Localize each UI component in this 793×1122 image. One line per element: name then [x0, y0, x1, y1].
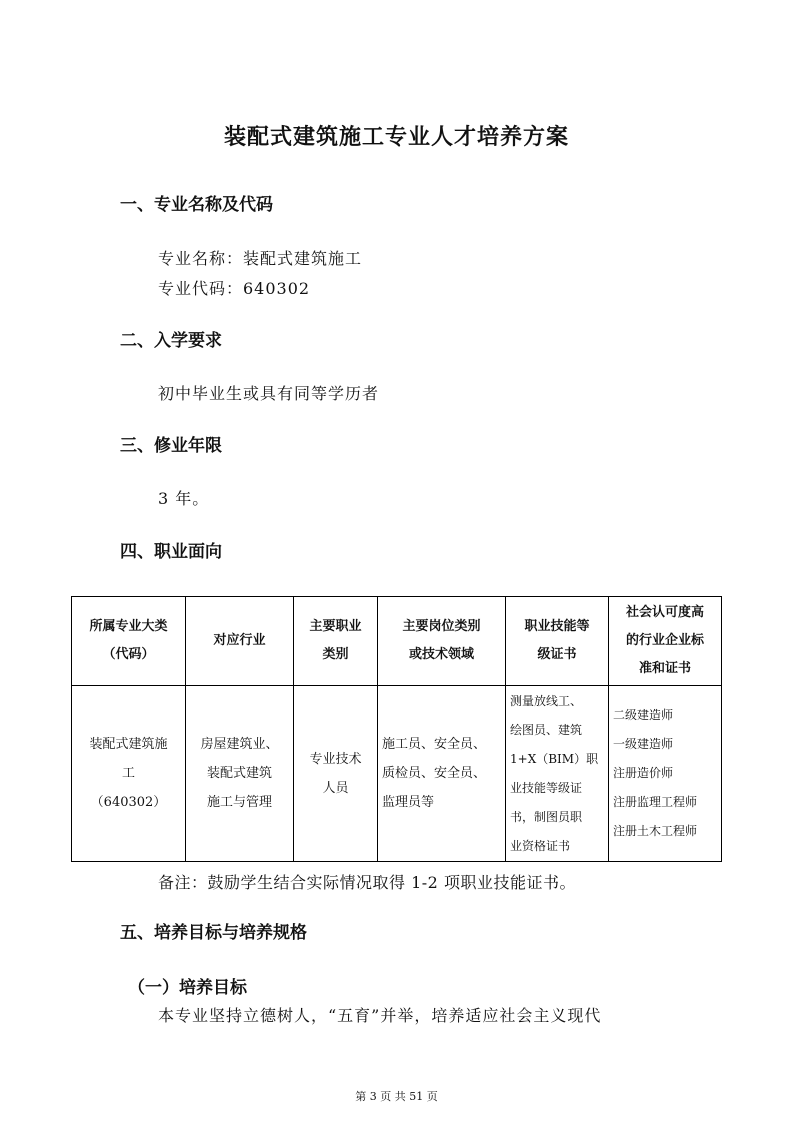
table-header-cell: 社会认可度高 的行业企业标 准和证书 — [609, 597, 722, 686]
section-5-heading: 五、培养目标与培养规格 — [120, 923, 307, 943]
duration-text: 3 年。 — [158, 489, 210, 508]
table-cell-occupation: 专业技术 人员 — [294, 686, 378, 862]
table-cell-skill-certificates: 测量放线工、 绘图员、建筑 1+X（BIM）职 业技能等级证 书，制图员职 业资格证书 — [506, 686, 609, 862]
admission-text: 初中毕业生或具有同等学历者 — [158, 384, 380, 403]
table-header-cell: 主要岗位类别 或技术领域 — [378, 597, 506, 686]
table-header-cell: 所属专业大类 （代码） — [72, 597, 186, 686]
objective-text: 本专业坚持立德树人，“五育”并举，培养适应社会主义现代 — [158, 1006, 602, 1025]
section-2-heading: 二、入学要求 — [120, 331, 222, 351]
page-title: 装配式建筑施工专业人才培养方案 — [223, 125, 569, 150]
occupation-table — [71, 596, 722, 862]
page-footer: 第 3 页 共 51 页 — [355, 1090, 438, 1103]
table-cell-major: 装配式建筑施 工 （640302） — [72, 686, 186, 862]
table-cell-industry: 房屋建筑业、 装配式建筑 施工与管理 — [186, 686, 294, 862]
table-header-cell: 主要职业 类别 — [294, 597, 378, 686]
table-note: 备注：鼓励学生结合实际情况取得 1-2 项职业技能证书。 — [158, 873, 576, 892]
table-cell-positions: 施工员、安全员、 质检员、安全员、 监理员等 — [378, 686, 506, 862]
major-code-line: 专业代码：640302 — [158, 279, 311, 298]
subsection-heading: （一）培养目标 — [128, 978, 247, 998]
table-header-row — [72, 597, 722, 686]
major-name-line: 专业名称：装配式建筑施工 — [158, 249, 363, 268]
section-4-heading: 四、职业面向 — [120, 542, 222, 562]
table-cell-industry-certificates: 二级建造师 一级建造师 注册造价师 注册监理工程师 注册土木工程师 — [609, 686, 722, 862]
table-header-cell: 对应行业 — [186, 597, 294, 686]
table-header-cell: 职业技能等 级证书 — [506, 597, 609, 686]
section-1-heading: 一、专业名称及代码 — [120, 195, 273, 215]
table-row — [72, 686, 722, 862]
section-3-heading: 三、修业年限 — [120, 436, 222, 456]
